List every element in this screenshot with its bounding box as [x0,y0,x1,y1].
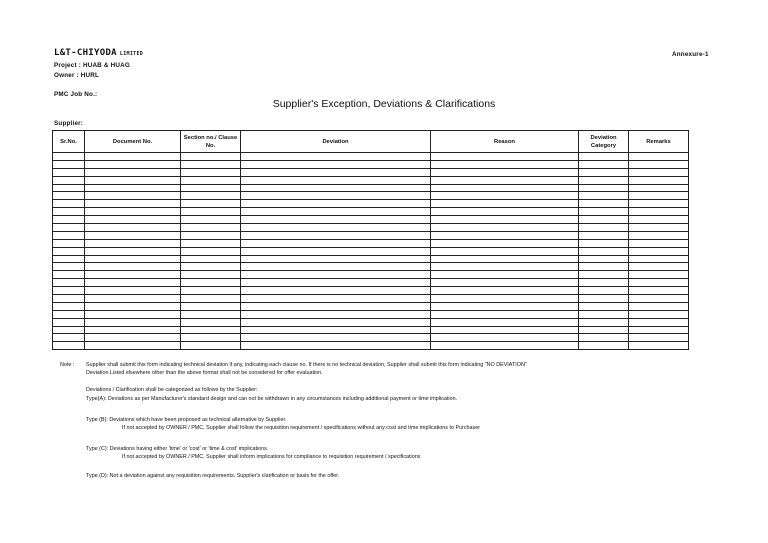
table-cell [431,271,579,279]
table-cell [85,208,181,216]
table-cell [579,255,629,263]
table-cell [629,326,689,334]
table-cell [431,295,579,303]
logo-text: L&T-CHIYODA [54,48,117,58]
table-row [53,231,689,239]
table-row [53,200,689,208]
table-cell [579,176,629,184]
table-cell [53,326,85,334]
table-cell [181,184,241,192]
table-cell [241,239,431,247]
table-cell [431,302,579,310]
table-cell [579,184,629,192]
table-row [53,287,689,295]
table-cell [241,302,431,310]
table-body [53,153,689,350]
table-cell [431,247,579,255]
table-cell [53,224,85,232]
table-cell [579,263,629,271]
annexure-label: Annexure-1 [672,51,709,58]
table-cell [629,287,689,295]
table-cell [579,342,629,350]
table-cell [241,224,431,232]
table-cell [629,192,689,200]
table-row [53,279,689,287]
table-cell [629,295,689,303]
table-cell [85,153,181,161]
table-cell [85,224,181,232]
page-title: Supplier's Exception, Deviations & Clarifications [272,98,496,110]
table-cell [241,247,431,255]
table-cell [53,160,85,168]
table-cell [53,168,85,176]
table-row [53,247,689,255]
table-cell [579,224,629,232]
table-cell [181,153,241,161]
col-header-document-no: Document No. [85,131,181,153]
table-cell [241,255,431,263]
table-cell [629,200,689,208]
logo-suffix: LIMITED [119,51,144,57]
table-cell [431,200,579,208]
table-row [53,342,689,350]
table-cell [241,200,431,208]
table-row [53,184,689,192]
table-cell [629,318,689,326]
table-cell [53,231,85,239]
table-cell [579,271,629,279]
table-cell [579,247,629,255]
table-row [53,208,689,216]
table-row [53,310,689,318]
table-cell [629,239,689,247]
table-cell [241,176,431,184]
table-cell [181,231,241,239]
table-cell [85,279,181,287]
table-cell [53,200,85,208]
table-cell [629,160,689,168]
col-header-sr-no: Sr.No. [53,131,85,153]
table-cell [629,176,689,184]
table-cell [629,310,689,318]
table-cell [53,310,85,318]
table-cell [85,302,181,310]
table-cell [53,184,85,192]
table-cell [579,279,629,287]
col-header-reason: Reason [431,131,579,153]
table-cell [241,287,431,295]
table-row [53,295,689,303]
table-cell [181,200,241,208]
table-cell [181,302,241,310]
table-cell [53,255,85,263]
table-cell [431,231,579,239]
table-cell [85,176,181,184]
table-cell [579,318,629,326]
owner-line: Owner : HURL [54,72,100,79]
table-cell [85,160,181,168]
table-cell [579,153,629,161]
table-row [53,239,689,247]
table-cell [629,255,689,263]
table-row [53,271,689,279]
pmc-job-label: PMC Job No.: [54,91,98,98]
table-cell [181,208,241,216]
type-d-text: Type (D): Not a deviation against any requisition requirements. Supplier's clarification or basis for the offer. [86,473,340,479]
note-label: Note : [60,362,75,368]
table-row [53,318,689,326]
table-cell [85,342,181,350]
table-cell [579,239,629,247]
table-cell [85,287,181,295]
table-cell [85,192,181,200]
table-cell [181,334,241,342]
table-cell [431,263,579,271]
col-header-deviation: Deviation [241,131,431,153]
note-line-1: Supplier shall submit this form indicating technical deviation if any, indicating each clause no. If there is no technical deviation, Supplier shall submit this form indicating "NO DEVIATION" [86,362,527,368]
deviation-table [52,130,689,350]
table-cell [181,239,241,247]
table-cell [53,334,85,342]
table-cell [629,168,689,176]
table-header-row [53,131,689,153]
table-cell [431,342,579,350]
table-cell [53,287,85,295]
table-row [53,192,689,200]
table-cell [241,263,431,271]
type-c-text: Type (C): Deviations having either 'time' or 'cost' or 'time & cost' implications. [86,446,269,452]
type-b-detail: If not accepted by OWNER / PMC, Supplier shall follow the requisition requirement / specifications without any cost and time implications to Purchaser [122,425,481,431]
table-cell [53,302,85,310]
table-row [53,176,689,184]
table-cell [53,342,85,350]
table-cell [579,287,629,295]
table-cell [181,271,241,279]
table-cell [85,295,181,303]
table-cell [241,334,431,342]
table-row [53,302,689,310]
table-row [53,160,689,168]
table-cell [629,231,689,239]
table-row [53,168,689,176]
table-cell [431,176,579,184]
table-cell [53,247,85,255]
note-line-2: Deviation Listed elsewhere other than the above format shall not be considered for offer evaluation. [86,370,323,376]
table-cell [53,318,85,326]
table-row [53,224,689,232]
table-cell [241,279,431,287]
table-cell [85,310,181,318]
categorized-heading: Deviations / Clarification shall be categorized as follows by the Supplier: [86,387,258,393]
type-c-detail: If not accepted by OWNER / PMC, Supplier shall inform implications for compliance to requisition requirement / specifications [122,454,421,460]
table-cell [629,279,689,287]
table-cell [85,326,181,334]
table-cell [629,184,689,192]
table-cell [53,295,85,303]
table-row [53,255,689,263]
col-header-deviation-category: Deviation Category [579,131,629,153]
table-cell [53,239,85,247]
table-cell [85,271,181,279]
supplier-label: Supplier: [54,120,84,127]
table-cell [629,302,689,310]
table-cell [53,216,85,224]
table-cell [181,295,241,303]
table-cell [53,271,85,279]
table-cell [431,160,579,168]
table-cell [431,239,579,247]
table-cell [579,295,629,303]
table-cell [85,184,181,192]
table-cell [629,271,689,279]
table-cell [431,326,579,334]
table-cell [181,176,241,184]
table-cell [85,231,181,239]
table-cell [241,160,431,168]
table-cell [181,192,241,200]
table-cell [431,224,579,232]
table-cell [629,216,689,224]
table-cell [431,255,579,263]
table-cell [431,184,579,192]
table-cell [579,231,629,239]
table-cell [241,208,431,216]
table-cell [181,168,241,176]
type-a-text: Type(A): Deviations as per Manufacturer's standard design and can not be withdrawn in any circumstances including additional payment or time implication. [86,396,458,402]
table-cell [53,176,85,184]
table-cell [431,334,579,342]
table-cell [181,342,241,350]
table-cell [431,153,579,161]
table-cell [181,326,241,334]
table-cell [241,216,431,224]
table-cell [241,192,431,200]
table-row [53,216,689,224]
table-cell [629,334,689,342]
table-cell [241,271,431,279]
table-cell [181,263,241,271]
table-cell [85,263,181,271]
table-cell [181,247,241,255]
table-cell [629,263,689,271]
table-cell [431,192,579,200]
table-cell [241,318,431,326]
table-cell [629,224,689,232]
table-cell [579,216,629,224]
table-cell [85,168,181,176]
table-cell [53,208,85,216]
table-cell [241,184,431,192]
table-cell [431,287,579,295]
project-line: Project : HUAB & HUAG [54,62,130,69]
table-cell [431,279,579,287]
table-cell [85,200,181,208]
table-cell [579,334,629,342]
table-cell [579,160,629,168]
table-cell [431,208,579,216]
table-cell [241,326,431,334]
table-cell [85,216,181,224]
col-header-remarks: Remarks [629,131,689,153]
table-row [53,263,689,271]
col-header-section-no: Section no./ Clause No. [181,131,241,153]
table-cell [579,208,629,216]
table-cell [241,153,431,161]
table-cell [53,153,85,161]
table-cell [181,160,241,168]
table-cell [181,224,241,232]
table-cell [579,200,629,208]
table-row [53,334,689,342]
table-cell [181,279,241,287]
table-cell [579,192,629,200]
table-cell [431,168,579,176]
table-cell [579,326,629,334]
table-cell [181,310,241,318]
table-cell [85,247,181,255]
table-cell [431,318,579,326]
table-cell [431,216,579,224]
table-cell [629,208,689,216]
table-cell [53,263,85,271]
table-cell [431,310,579,318]
table-cell [241,310,431,318]
table-cell [181,318,241,326]
table-cell [579,168,629,176]
table-row [53,326,689,334]
table-cell [629,342,689,350]
table-cell [85,255,181,263]
table-cell [181,255,241,263]
table-cell [579,302,629,310]
table-cell [53,279,85,287]
table-cell [85,334,181,342]
table-cell [241,231,431,239]
table-row [53,153,689,161]
table-cell [181,216,241,224]
table-cell [629,247,689,255]
table-cell [241,295,431,303]
company-logo [54,48,143,58]
table-cell [53,192,85,200]
type-b-text: Type (B): Deviations which have been proposed as technical alternative by Supplier. [86,417,287,423]
table-cell [579,310,629,318]
table-cell [85,239,181,247]
table-cell [85,318,181,326]
table-cell [629,153,689,161]
table-cell [241,342,431,350]
table-cell [181,287,241,295]
table-cell [241,168,431,176]
